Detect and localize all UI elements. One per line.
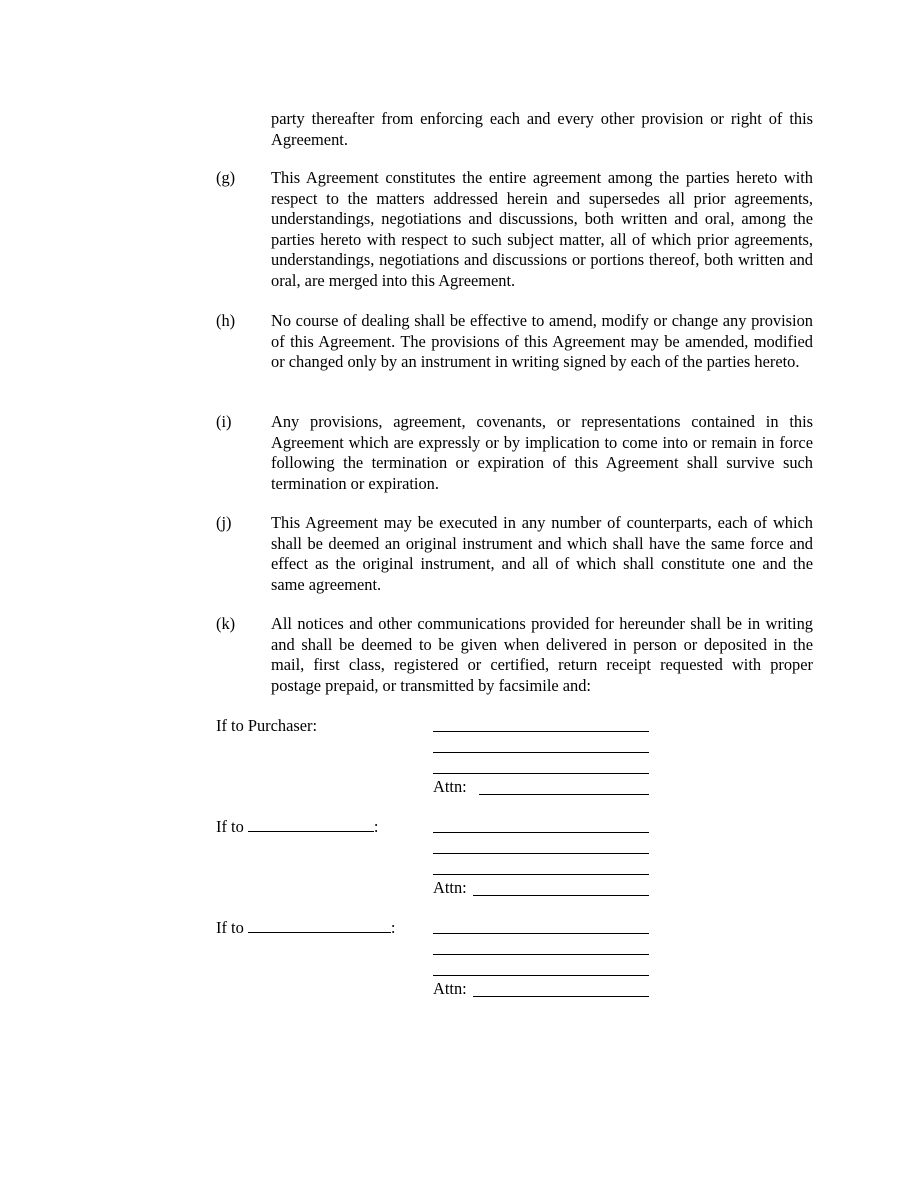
attn-line-blank[interactable] [473,996,649,997]
clause-label: (k) [216,614,236,633]
notice-prefix: If to [216,817,248,836]
clause-label: (j) [216,513,232,532]
clause-label: (g) [216,168,236,187]
attn-row [433,777,649,799]
address-line-blank[interactable] [433,853,649,854]
notice-party-3-label [216,918,395,939]
notice-party-2-label [216,817,378,838]
attn-row [433,979,649,1001]
clause-j [216,513,813,595]
attn-label: Attn: [433,878,467,897]
address-line-blank[interactable] [433,731,649,732]
address-line-blank[interactable] [433,832,649,833]
address-line-blank[interactable] [433,975,649,976]
clause-text: No course of dealing shall be effective to amend, modify or change any provision of this Agreement. The provisions of this Agreement may be amended, modified or changed only by an instrument in writing signed by each of the parties hereto. [271,311,813,372]
attn-row [433,878,649,900]
clause-label: (i) [216,412,232,431]
attn-line-blank[interactable] [473,895,649,896]
notice-suffix: : [390,918,396,937]
clause-text: This Agreement constitutes the entire agreement among the parties hereto with respect to the matters addressed herein and supersedes all prior agreements, understandings, negotiations and discussions, both written and oral, among the parties hereto with respect to such subject matter, all of which prior agreements, understandings, negotiations and discussions or portions thereof, both written and oral, are merged into this Agreement. [271,168,813,290]
continuation-paragraph: party thereafter from enforcing each and every other provision or right of this Agreement. [271,109,813,149]
clause-text: Any provisions, agreement, covenants, or representations contained in this Agreement which are expressly or by implication to come into or remain in force following the termination or expiration of this Agreement shall survive such termination or expiration. [271,412,813,493]
party-name-blank[interactable] [248,932,391,933]
clause-text: All notices and other communications provided for hereunder shall be in writing and shall be deemed to be given when delivered in person or deposited in the mail, first class, registered or certified, return receipt requested with proper postage prepaid, or transmitted by facsimile and: [271,614,813,695]
notice-suffix: : [373,817,379,836]
attn-line-blank[interactable] [479,794,649,795]
address-line-blank[interactable] [433,773,649,774]
clause-g [216,168,813,292]
notice-purchaser-label [216,716,317,737]
notice-prefix: If to Purchaser: [216,716,318,735]
attn-label: Attn: [433,777,467,796]
clause-k [216,614,813,696]
address-line-blank[interactable] [433,874,649,875]
clause-h [216,311,813,373]
clause-i [216,412,813,494]
clause-text: This Agreement may be executed in any number of counterparts, each of which shall be deemed an original instrument and which shall have the same force and effect as the original instrument, and all of which shall constitute one and the same agreement. [271,513,813,594]
notice-prefix: If to [216,918,248,937]
address-line-blank[interactable] [433,752,649,753]
address-line-blank[interactable] [433,933,649,934]
address-line-blank[interactable] [433,954,649,955]
clause-label: (h) [216,311,236,330]
attn-label: Attn: [433,979,467,998]
party-name-blank[interactable] [248,831,374,832]
